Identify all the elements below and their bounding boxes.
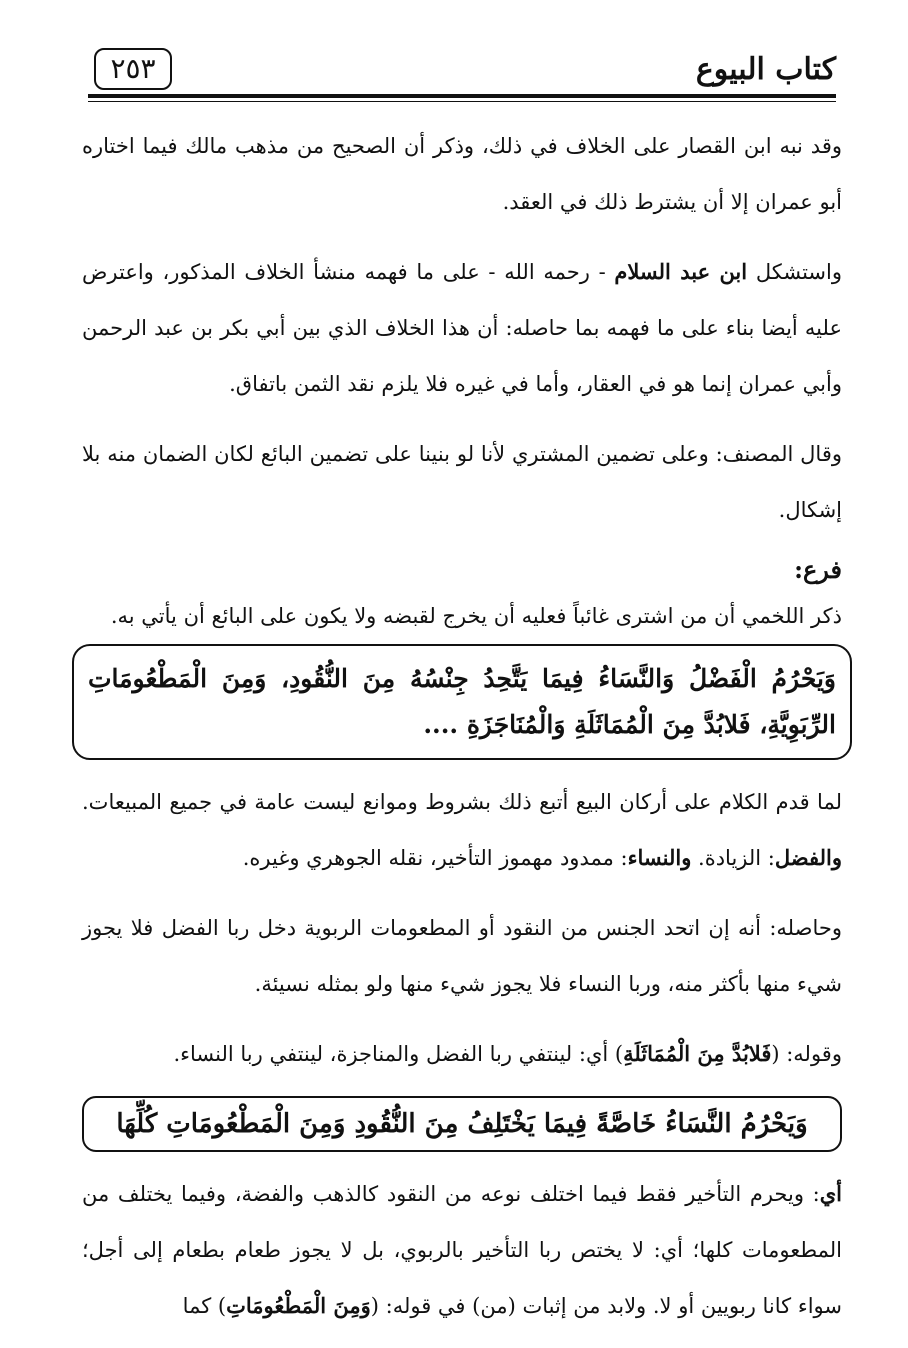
header-rule-thick [88,94,836,98]
page-body [82,118,842,1348]
paragraph: وقد نبه ابن القصار على الخلاف في ذلك، وذكر أن الصحيح من مذهب مالك فيما اختاره أبو عمران إلا أن يشترط ذلك في العقد. [82,134,842,214]
bold-name: ابن عبد السلام [614,259,748,284]
page-number: ٢٥٣ [94,48,172,90]
header-rule-thin [88,101,836,102]
paragraph: واستشكل ابن عبد السلام - رحمه الله - على ما فهمه منشأ الخلاف المذكور، واعترض عليه أيضا بناء على ما فهمه بما حاصله: أن هذا الخلاف الذي بين أبي بكر بن عبد الرحمن وأبي عمران إنما هو في العقار، وأما في غيره فلا يلزم نقد الثمن باتفاق. [82,259,842,396]
commentary-paragraph: أي: ويحرم التأخير فقط فيما اختلف نوعه من النقود كالذهب والفضة، وفيما يختلف من المطعومات كلها؛ أي: لا يختص ربا التأخير بالربوي، بل لا يجوز طعام بطعام إلى أجل؛ سواء كانا ربويين أو لا. ولابد من إثبات (من) في قوله: (وَمِنَ الْمَطْعُومَاتِ) كما [82,1181,842,1318]
matn-text-box: وَيَحْرُمُ الْفَضْلُ وَالنَّسَاءُ فِيمَا يَتَّحِدُ جِنْسُهُ مِنَ النُّقُودِ، وَمِنَ الْمَطْعُومَاتِ الرِّبَوِيَّةِ، فَلابُدَّ مِنَ الْمُمَاثَلَةِ وَالْمُنَاجَزَةِ .... [72,644,852,760]
matn-text-box: وَيَحْرُمُ النَّسَاءُ خَاصَّةً فِيمَا يَخْتَلِفُ مِنَ النُّقُودِ وَمِنَ الْمَطْعُومَاتِ كُلِّهَا [82,1096,842,1152]
book-title: كتاب البيوع [695,52,836,87]
quoted-matn: فَلابُدَّ مِنَ الْمُمَاثَلَةِ [623,1041,772,1066]
commentary-paragraph: وقوله: (فَلابُدَّ مِنَ الْمُمَاثَلَةِ) أي: لينتفي ربا الفضل والمناجزة، لينتفي ربا النساء. [173,1041,842,1066]
quoted-matn: وَمِنَ الْمَطْعُومَاتِ [226,1293,371,1318]
commentary-paragraph: لما قدم الكلام على أركان البيع أتبع ذلك بشروط وموانع ليست عامة في جميع المبيعات. والفضل: الزيادة. والنساء: ممدود مهموز التأخير، نقله الجوهري وغيره. [82,790,842,870]
section-paragraph: ذكر اللخمي أن من اشترى غائباً فعليه أن يخرج لقبضه ولا يكون على البائع أن يأتي به. [110,604,842,628]
paragraph: وقال المصنف: وعلى تضمين المشتري لأنا لو بنينا على تضمين البائع لكان الضمان منه بلا إشكال. [82,442,842,522]
page-header [88,48,836,100]
commentary-paragraph: وحاصله: أنه إن اتحد الجنس من النقود أو المطعومات الربوية دخل ربا الفضل فلا يجوز شيء منها بأكثر منه، وربا النساء فلا يجوز شيء منها ولو بمثله نسيئة. [82,916,842,996]
section-heading: فرع: [794,555,842,584]
